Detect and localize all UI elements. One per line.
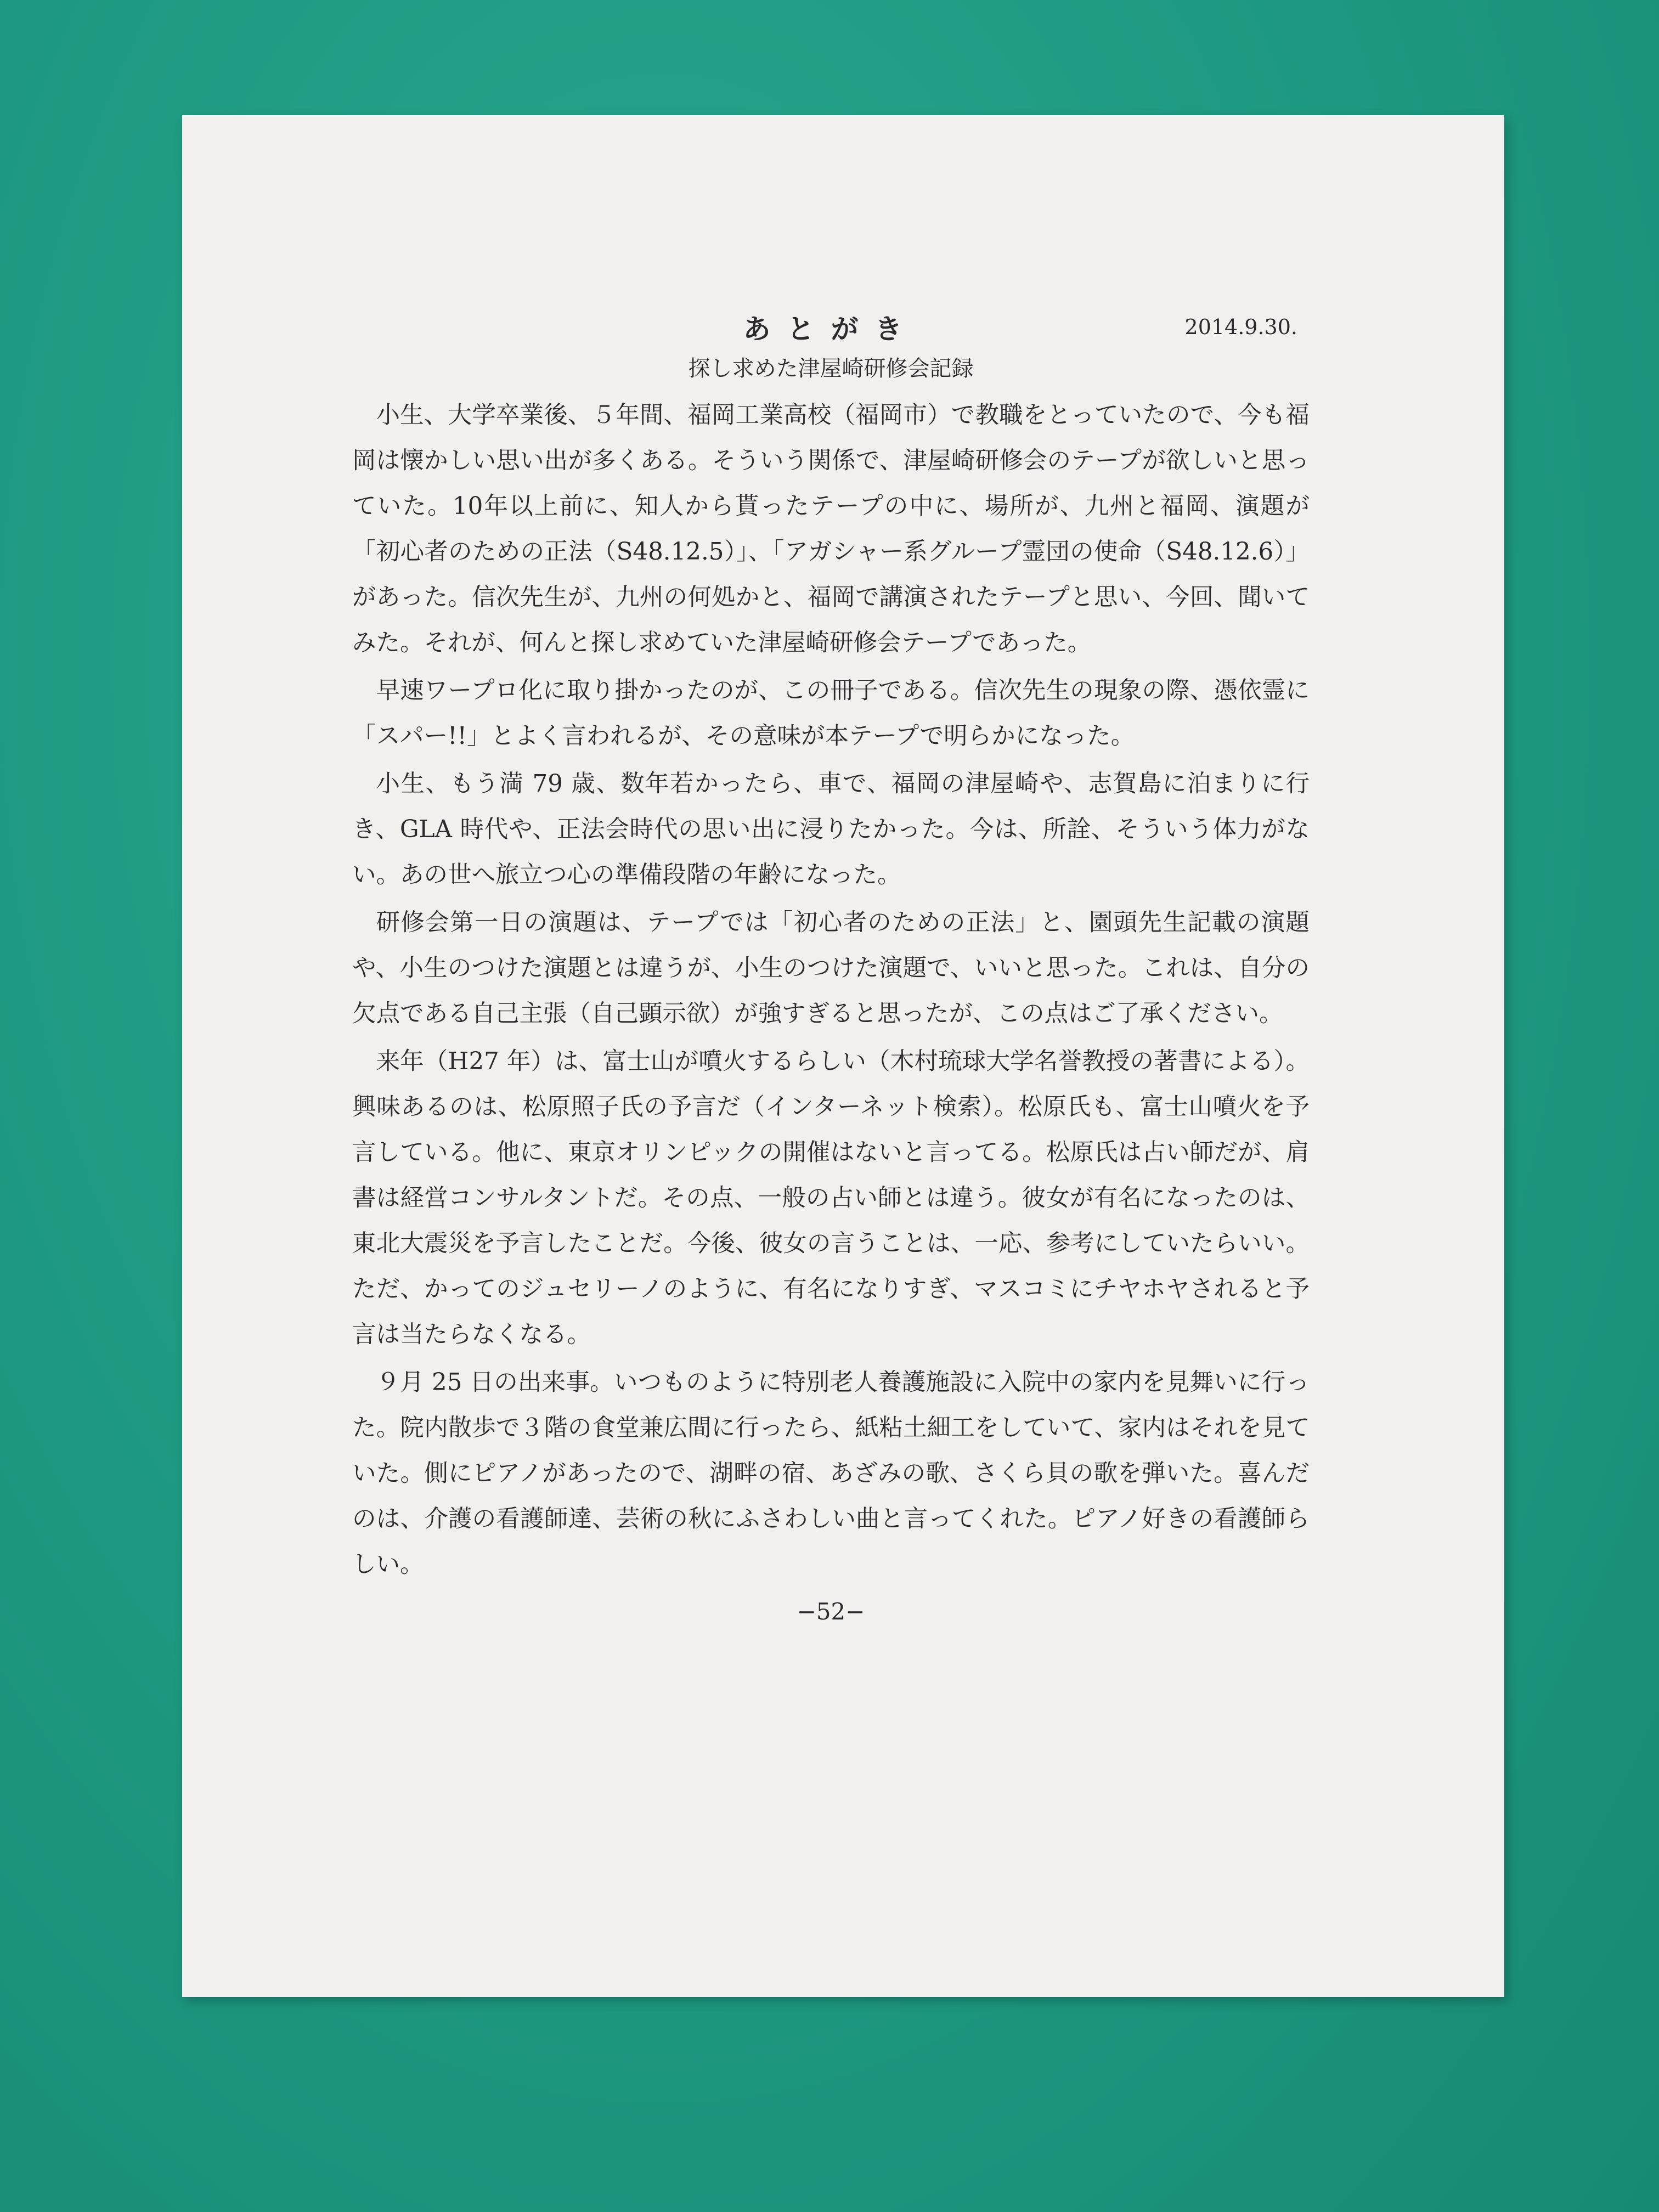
page-subtitle: 探し求めた津屋崎研修会記録 [688, 356, 974, 381]
paragraph-5: 来年（H27 年）は、富士山が噴火するらしい（木村琉球大学名誉教授の著書による）。興味あるのは、松原照子氏の予言だ（インターネット検索）。松原氏も、富士山噴火を予言している。他に、東京オリンピックの開催はないと言ってる。松原氏は占い師だが、肩書は経営コンサルタントだ。その点、一般の占い師とは違う。彼女が有名になったのは、東北大震災を予言したことだ。今後、彼女の言うことは、一応、参考にしていたらいい。ただ、かってのジュセリーノのように、有名になりすぎ、マスコミにチヤホヤされると予言は当たらなくなる。 [352, 1048, 1310, 1348]
page-title: あとがき [743, 313, 919, 345]
document-body [352, 302, 1310, 1634]
document-date: 2014.9.30. [1184, 315, 1297, 339]
paragraph-1: 小生、大学卒業後、５年間、福岡工業高校（福岡市）で教職をとっていたので、今も福岡は懐かしい思い出が多くある。そういう関係で、津屋崎研修会のテープが欲しいと思っていた。10年以上前に、知人から貰ったテープの中に、場所が、九州と福岡、演題が「初心者のための正法（S48.12.5）」、「アガシャー系グループ霊団の使命（S48.12.6）」があった。信次先生が、九州の何処かと、福岡で講演されたテープと思い、今回、聞いてみた。それが、何んと探し求めていた津屋崎研修会テープであった。 [352, 402, 1310, 657]
page-number: −52− [797, 1598, 865, 1625]
paper-sheet [182, 115, 1504, 1997]
paragraph-6: ９月 25 日の出来事。いつものように特別老人養護施設に入院中の家内を見舞いに行った。院内散歩で３階の食堂兼広間に行ったら、紙粘土細工をしていて、家内はそれを見ていた。側にピアノがあったので、湖畔の宿、あざみの歌、さくら貝の歌を弾いた。喜んだのは、介護の看護師達、芸術の秋にふさわしい曲と言ってくれた。ピアノ好きの看護師らしい。 [352, 1369, 1310, 1578]
paragraph-3: 小生、もう満 79 歳、数年若かったら、車で、福岡の津屋崎や、志賀島に泊まりに行き、GLA 時代や、正法会時代の思い出に浸りたかった。今は、所詮、そういう体力がない。あの世へ旅立つ心の準備段階の年齢になった。 [352, 770, 1310, 889]
paragraph-2: 早速ワープロ化に取り掛かったのが、この冊子である。信次先生の現象の際、憑依霊に「スパー!!」とよく言われるが、その意味が本テープで明らかになった。 [352, 677, 1310, 750]
paragraph-4: 研修会第一日の演題は、テープでは「初心者のための正法」と、園頭先生記載の演題や、小生のつけた演題とは違うが、小生のつけた演題で、いいと思った。これは、自分の欠点である自己主張（自己顕示欲）が強すぎると思ったが、この点はご了承ください。 [352, 909, 1310, 1028]
header-row [352, 302, 1310, 350]
